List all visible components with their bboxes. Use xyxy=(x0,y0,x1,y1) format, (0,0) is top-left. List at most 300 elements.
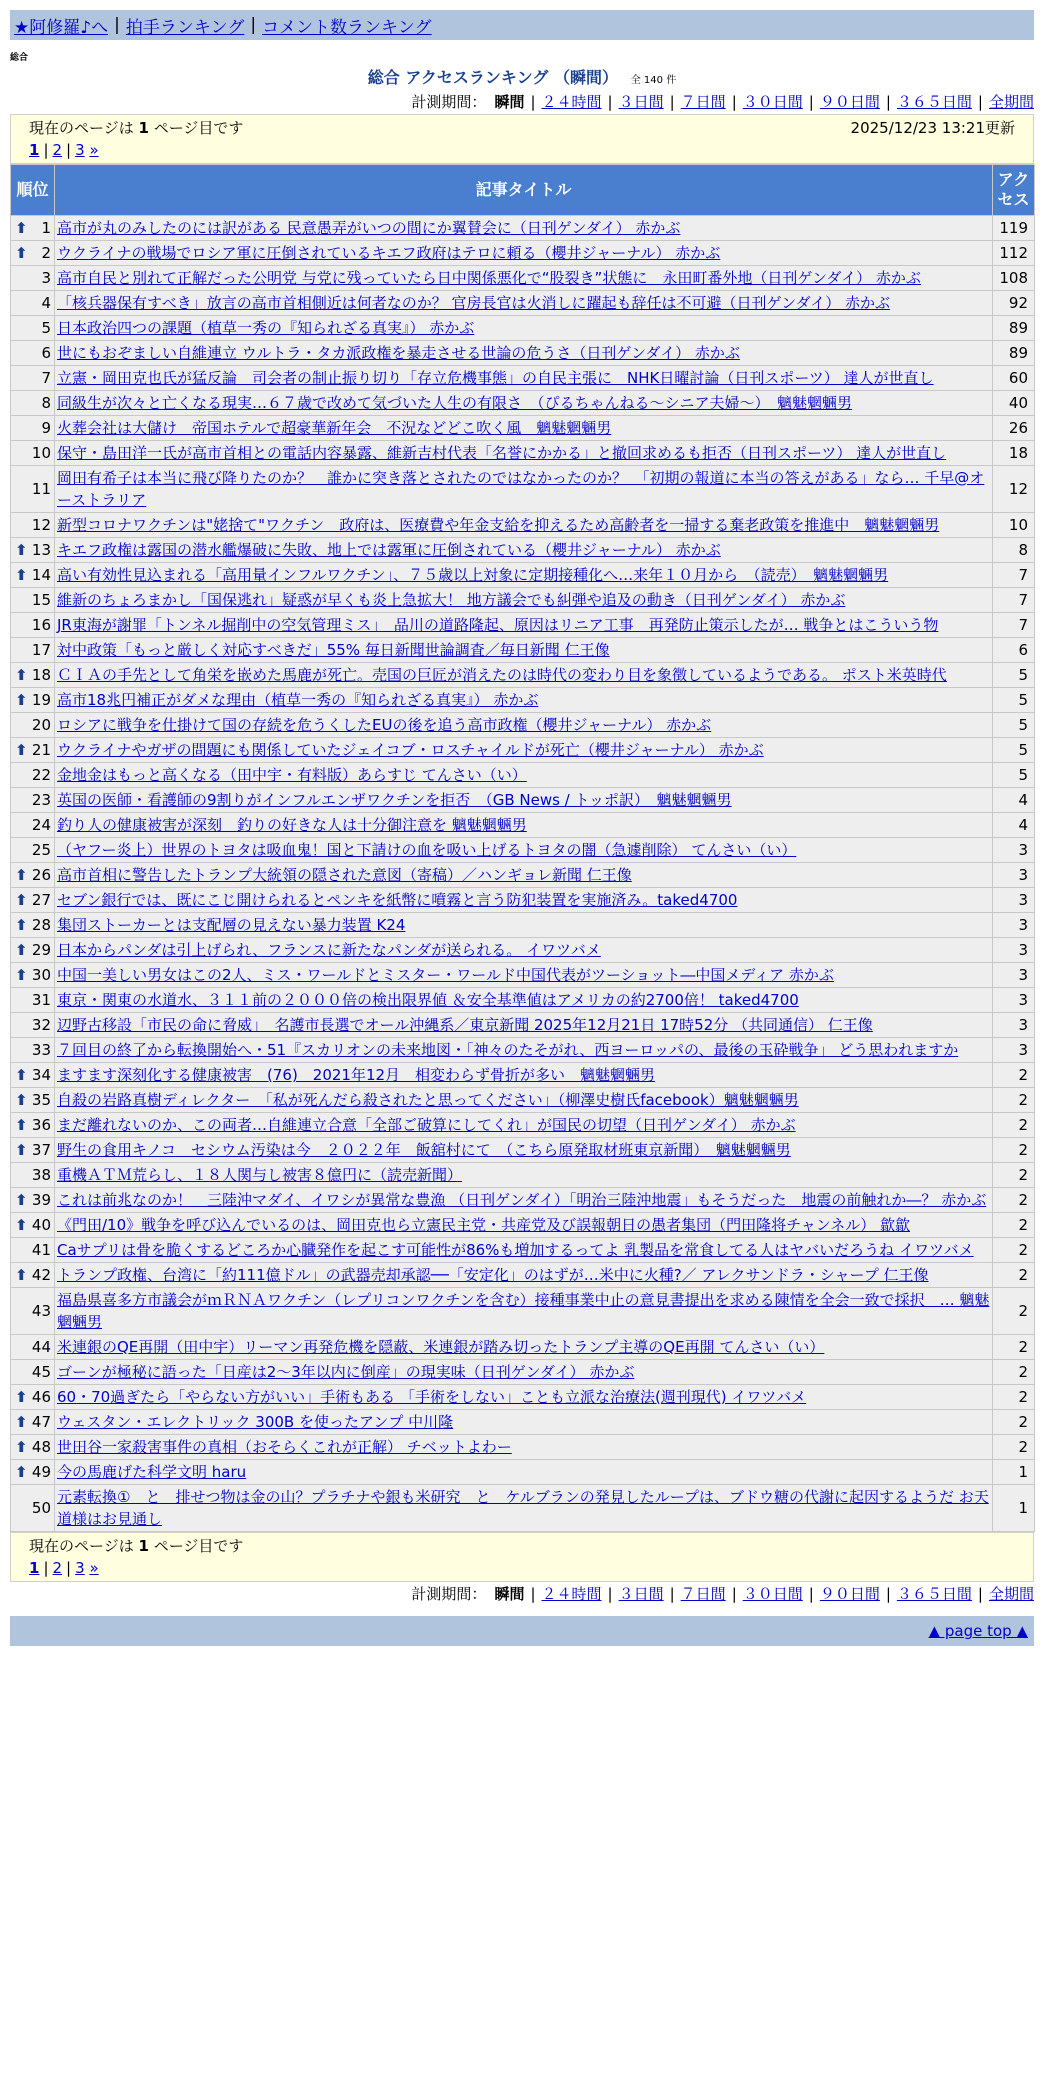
comment-ranking-link[interactable]: コメント数ランキング xyxy=(262,17,432,38)
article-link[interactable]: JR東海が謝罪「トンネル掘削中の空気管理ミス」 品川の道路隆起、原因はリニア工事 再発防止策示したが… 戦争とはこういう物 xyxy=(57,616,939,634)
nav-separator: | xyxy=(114,15,120,35)
rank-number: 42 xyxy=(31,1266,51,1284)
rank-number: 8 xyxy=(41,394,51,412)
table-row xyxy=(11,1238,1035,1263)
rank-cell xyxy=(11,1113,55,1138)
access-count: 2 xyxy=(993,1263,1035,1288)
rank-cell xyxy=(11,888,55,913)
access-count: 2 xyxy=(993,1088,1035,1113)
up-arrow-icon: ⬆ xyxy=(15,916,28,934)
access-count: 3 xyxy=(993,863,1035,888)
article-link[interactable]: 東京・関東の水道水、３１１前の２０００倍の検出限界値 ＆安全基準値はアメリカの約2700倍！ taked4700 xyxy=(57,991,799,1009)
up-arrow-icon: ⬆ xyxy=(15,1091,28,1109)
page xyxy=(10,10,1034,1646)
article-link[interactable]: 野生の食用キノコ セシウム汚染は今 ２０２２年 飯舘村にて （こちら原発取材班東京新聞） 魑魅魍魎男 xyxy=(57,1141,791,1159)
page-title: 総合 アクセスランキング （瞬間） xyxy=(367,68,618,87)
access-count: 2 xyxy=(993,1188,1035,1213)
category-tag: 総合 xyxy=(10,53,29,63)
article-link[interactable]: 火葬会社は大儲け 帝国ホテルで超豪華新年会 不況などどこ吹く風 魑魅魍魎男 xyxy=(57,419,612,437)
table-row xyxy=(11,241,1035,266)
rank-cell xyxy=(11,1335,55,1360)
title-cell xyxy=(55,466,993,513)
up-arrow-icon: ⬆ xyxy=(15,891,28,909)
rank-number: 43 xyxy=(31,1302,51,1320)
rank-cell xyxy=(11,466,55,513)
article-link[interactable]: 高市自民と別れて正解だった公明党 与党に残っていたら日中関係悪化で“股裂き”状態に 永田町番外地（日刊ゲンダイ） 赤かぶ xyxy=(57,269,921,287)
table-header-row xyxy=(11,165,1035,216)
period-option-link[interactable]: ２４時間 xyxy=(541,1585,602,1603)
period-option-link[interactable]: 全期間 xyxy=(988,93,1034,111)
rank-cell xyxy=(11,1238,55,1263)
table-row xyxy=(11,1063,1035,1088)
table-row xyxy=(11,1360,1035,1385)
period-option-link[interactable]: ３０日間 xyxy=(742,93,803,111)
period-separator: | xyxy=(808,1585,814,1603)
rank-number: 47 xyxy=(31,1413,51,1431)
table-row xyxy=(11,638,1035,663)
period-option-link[interactable]: ３６５日間 xyxy=(896,1585,972,1603)
access-count: 2 xyxy=(993,1213,1035,1238)
article-link[interactable]: 世田谷一家殺害事件の真相（おそらくこれが正解） チベットよわー xyxy=(57,1438,512,1456)
access-count: 10 xyxy=(993,513,1035,538)
table-row xyxy=(11,1288,1035,1335)
up-arrow-icon: ⬆ xyxy=(15,866,28,884)
rank-cell xyxy=(11,1385,55,1410)
article-link[interactable]: ウクライナの戦場でロシア軍に圧倒されているキエフ政府はテロに頼る（櫻井ジャーナル） 赤かぶ xyxy=(57,244,721,262)
rank-cell xyxy=(11,1063,55,1088)
rank-number: 3 xyxy=(41,269,51,287)
title-cell xyxy=(55,391,993,416)
title-cell xyxy=(55,1113,993,1138)
access-count: 3 xyxy=(993,913,1035,938)
rank-cell xyxy=(11,1360,55,1385)
rank-cell xyxy=(11,788,55,813)
table-row xyxy=(11,1410,1035,1435)
rank-number: 32 xyxy=(31,1016,51,1034)
rank-cell xyxy=(11,216,55,241)
article-link[interactable]: セブン銀行では、既にこじ開けられるとペンキを紙幣に噴霧と言う防犯装置を実施済み。taked4700 xyxy=(57,891,738,909)
title-cell xyxy=(55,1063,993,1088)
period-option-link[interactable]: ９０日間 xyxy=(819,93,880,111)
period-separator: | xyxy=(977,1585,983,1603)
up-arrow-icon: ⬆ xyxy=(15,1266,28,1284)
article-link[interactable]: 日本からパンダは引上げられ、フランスに新たなパンダが送られる。 イワツバメ xyxy=(57,941,601,959)
top-nav-bar xyxy=(10,10,1034,40)
article-link[interactable]: ウクライナやガザの問題にも関係していたジェイコブ・ロスチャイルドが死亡（櫻井ジャーナル） 赤かぶ xyxy=(57,741,764,759)
article-link[interactable]: 英国の医師・看護師の9割りがインフルエンザワクチンを拒否 （GB News / トッポ訳） 魑魅魍魎男 xyxy=(57,791,732,809)
article-link[interactable]: ７回目の終了から転換開始へ・51『スカリオンの未来地図・「神々のたそがれ、西ヨーロッパの、最後の玉砕戦争」 どう思われますか xyxy=(57,1041,959,1059)
rank-number: 29 xyxy=(31,941,51,959)
page-link[interactable]: 3 xyxy=(75,1559,85,1577)
table-row xyxy=(11,266,1035,291)
rank-cell xyxy=(11,638,55,663)
article-link[interactable]: キエフ政権は露国の潜水艦爆破に失敗、地上では露軍に圧倒されている（櫻井ジャーナル） 赤かぶ xyxy=(57,541,721,559)
period-separator: | xyxy=(808,93,814,111)
rank-number: 31 xyxy=(31,991,51,1009)
rank-cell xyxy=(11,1410,55,1435)
period-separator: | xyxy=(977,93,983,111)
up-arrow-icon: ⬆ xyxy=(15,1463,28,1481)
rank-number: 9 xyxy=(41,419,51,437)
rank-cell xyxy=(11,863,55,888)
table-row xyxy=(11,316,1035,341)
period-option-link[interactable]: ７日間 xyxy=(680,93,726,111)
table-row xyxy=(11,291,1035,316)
access-count: 40 xyxy=(993,391,1035,416)
period-separator: | xyxy=(885,1585,891,1603)
article-link[interactable]: 「核兵器保有すべき」放言の高市首相側近は何者なのか？ 官房長官は火消しに躍起も辞任は不可避（日刊ゲンダイ） 赤かぶ xyxy=(57,294,891,312)
article-link[interactable]: 高市18兆円補正がダメな理由（植草一秀の『知られざる真実』） 赤かぶ xyxy=(57,691,539,709)
access-count: 60 xyxy=(993,366,1035,391)
rank-number: 25 xyxy=(31,841,51,859)
rank-number: 33 xyxy=(31,1041,51,1059)
article-link[interactable]: 釣り人の健康被害が深刻 釣りの好きな人は十分御注意を 魑魅魍魎男 xyxy=(57,816,527,834)
title-cell xyxy=(55,416,993,441)
access-count: 2 xyxy=(993,1435,1035,1460)
title-cell xyxy=(55,763,993,788)
rank-number: 15 xyxy=(31,591,51,609)
title-cell xyxy=(55,1238,993,1263)
rank-number: 23 xyxy=(31,791,51,809)
table-row xyxy=(11,713,1035,738)
article-link[interactable]: 世にもおぞましい自維連立 ウルトラ・タカ派政権を暴走させる世論の危うさ（日刊ゲンダイ） 赤かぶ xyxy=(57,344,740,362)
article-link[interactable]: 同級生が次々と亡くなる現実…６７歳で改めて気づいた人生の有限さ （ぴるちゃんねる～シニア夫婦～） 魑魅魍魎男 xyxy=(57,394,853,412)
title-cell xyxy=(55,788,993,813)
period-option-link[interactable]: ３６５日間 xyxy=(896,93,972,111)
table-row xyxy=(11,1163,1035,1188)
rank-cell xyxy=(11,1213,55,1238)
period-option-link[interactable]: ３日間 xyxy=(618,1585,664,1603)
table-row xyxy=(11,341,1035,366)
article-link[interactable]: 日本政治四つの課題（植草一秀の『知られざる真実』） 赤かぶ xyxy=(57,319,475,337)
title-cell xyxy=(55,613,993,638)
total-count: 全 140 件 xyxy=(630,75,677,86)
rank-number: 30 xyxy=(31,966,51,984)
article-link[interactable]: まだ離れないのか、この両者…自維連立合意「全部ご破算にしてくれ」が国民の切望（日刊ゲンダイ） 赤かぶ xyxy=(57,1116,796,1134)
article-link[interactable]: ウェスタン・エレクトリック 300B を使ったアンプ 中川隆 xyxy=(57,1413,454,1431)
period-separator: | xyxy=(885,93,891,111)
title-cell xyxy=(55,638,993,663)
article-link[interactable]: 中国一美しい男女はこの2人、ミス・ワールドとミスター・ワールド中国代表がツーショット―中国メディア 赤かぶ xyxy=(57,966,834,984)
page-separator: | xyxy=(66,141,72,159)
title-cell xyxy=(55,863,993,888)
up-arrow-icon: ⬆ xyxy=(15,1216,28,1234)
title-cell xyxy=(55,1038,993,1063)
article-link[interactable]: 今の馬鹿げた科学文明 haru xyxy=(57,1463,247,1481)
article-link[interactable]: ますます深刻化する健康被害 (76) 2021年12月 相変わらず骨折が多い 魑魅魍魎男 xyxy=(57,1066,656,1084)
pagination xyxy=(29,139,1015,161)
article-link[interactable]: 高い有効性見込まれる「高用量インフルワクチン」、７５歳以上対象に定期接種化へ…来年１０月から （読売） 魑魅魍魎男 xyxy=(57,566,889,584)
rank-number: 39 xyxy=(31,1191,51,1209)
rank-number: 2 xyxy=(41,244,51,262)
up-arrow-icon: ⬆ xyxy=(15,666,28,684)
table-row xyxy=(11,863,1035,888)
table-row xyxy=(11,1335,1035,1360)
ranking-table-body xyxy=(11,216,1035,1532)
up-arrow-icon: ⬆ xyxy=(15,941,28,959)
title-cell xyxy=(55,813,993,838)
rank-cell xyxy=(11,663,55,688)
page-top-link[interactable]: ▲ page top ▲ xyxy=(928,1622,1028,1640)
ranking-table xyxy=(10,164,1035,1532)
article-link[interactable]: 福島県喜多方市議会がｍＲＮＡワクチン（レプリコンワクチンを含む）接種事業中止の意見書提出を求める陳情を全会一致で採択 … 魑魅魍魎男 xyxy=(57,1291,990,1331)
rank-cell xyxy=(11,963,55,988)
page-link-current[interactable]: 1 xyxy=(29,141,40,159)
article-link[interactable]: 米連銀のQE再開（田中宇）リーマン再発危機を隠蔽、米連銀が踏み切ったトランプ主導のQE再開 てんさい（い） xyxy=(57,1338,825,1356)
title-cell xyxy=(55,938,993,963)
up-arrow-icon: ⬆ xyxy=(15,741,28,759)
access-count: 92 xyxy=(993,291,1035,316)
up-arrow-icon: ⬆ xyxy=(15,1388,28,1406)
page-link-current[interactable]: 1 xyxy=(29,1559,40,1577)
article-link[interactable]: Caサプリは骨を脆くするどころか心臓発作を起こす可能性が86%も増加するってよ 乳製品を常食してる人はヤバいだろうね イワツバメ xyxy=(57,1241,974,1259)
page-link[interactable]: 2 xyxy=(52,141,63,159)
title-cell xyxy=(55,241,993,266)
table-row xyxy=(11,1013,1035,1038)
rank-number: 19 xyxy=(31,691,51,709)
period-separator: | xyxy=(607,1585,613,1603)
title-cell xyxy=(55,538,993,563)
table-row xyxy=(11,1385,1035,1410)
access-count: 119 xyxy=(993,216,1035,241)
rank-cell xyxy=(11,341,55,366)
article-link[interactable]: 対中政策「もっと厳しく対応すべきだ」55% 毎日新聞世論調査／毎日新聞 仁王像 xyxy=(57,641,610,659)
period-separator: | xyxy=(669,1585,675,1603)
rank-cell xyxy=(11,763,55,788)
period-option-link[interactable]: ３日間 xyxy=(618,93,664,111)
rank-cell xyxy=(11,266,55,291)
rank-number: 1 xyxy=(41,219,51,237)
rank-number: 5 xyxy=(41,319,51,337)
rank-number: 37 xyxy=(31,1141,51,1159)
title-cell xyxy=(55,588,993,613)
current-page-text: 現在のページは 1 ページ目です xyxy=(29,1537,244,1555)
rank-cell xyxy=(11,416,55,441)
rank-cell xyxy=(11,938,55,963)
access-count: 4 xyxy=(993,813,1035,838)
access-count: 18 xyxy=(993,441,1035,466)
title-cell xyxy=(55,688,993,713)
access-count: 3 xyxy=(993,838,1035,863)
rank-cell xyxy=(11,588,55,613)
title-cell xyxy=(55,366,993,391)
up-arrow-icon: ⬆ xyxy=(15,1066,28,1084)
rank-cell xyxy=(11,563,55,588)
rank-cell xyxy=(11,738,55,763)
article-link[interactable]: ゴーンが極秘に語った「日産は2～3年以内に倒産」の現実味（日刊ゲンダイ） 赤かぶ xyxy=(57,1363,635,1381)
title-cell xyxy=(55,441,993,466)
table-row xyxy=(11,688,1035,713)
article-link[interactable]: 高市が丸のみしたのには訳がある 民意愚弄がいつの間にか翼賛会に（日刊ゲンダイ） 赤かぶ xyxy=(57,219,681,237)
title-cell xyxy=(55,1360,993,1385)
rank-cell xyxy=(11,813,55,838)
rank-number: 50 xyxy=(31,1499,51,1517)
page-link[interactable]: » xyxy=(89,1559,99,1577)
rank-number: 49 xyxy=(31,1463,51,1481)
rank-cell xyxy=(11,1435,55,1460)
clap-ranking-link[interactable]: 拍手ランキング xyxy=(125,17,245,38)
title-cell xyxy=(55,1213,993,1238)
article-link[interactable]: 重機ＡＴＭ荒らし、１８人関与し被害８億円に（読売新聞） xyxy=(57,1166,463,1184)
article-link[interactable]: 元素転換① と 排せつ物は金の山？プラチナや銀も米研究 と ケルブランの発見したループは、ブドウ糖の代謝に起因するようだ お天道様はお見通し xyxy=(57,1488,989,1528)
page-separator: | xyxy=(43,141,49,159)
table-row xyxy=(11,663,1035,688)
table-row xyxy=(11,838,1035,863)
period-label: 計測期間： xyxy=(411,1585,487,1603)
table-row xyxy=(11,513,1035,538)
rank-cell xyxy=(11,913,55,938)
page-info-box xyxy=(10,114,1034,164)
table-row xyxy=(11,216,1035,241)
page-separator: | xyxy=(43,1559,49,1577)
period-option-link[interactable]: 全期間 xyxy=(988,1585,1034,1603)
article-link[interactable]: トランプ政権、台湾に「約111億ドル」の武器売却承認──「安定化」のはずが…米中に火種?／ アレクサンドラ・シャープ 仁王像 xyxy=(57,1266,929,1284)
rank-number: 38 xyxy=(31,1166,51,1184)
title-cell xyxy=(55,888,993,913)
period-option-link[interactable]: ２４時間 xyxy=(541,93,602,111)
rank-cell xyxy=(11,241,55,266)
table-row xyxy=(11,466,1035,513)
article-link[interactable]: 維新のちょろまかし「国保逃れ」疑惑が早くも炎上急拡大！ 地方議会でも糾弾や追及の動き（日刊ゲンダイ） 赤かぶ xyxy=(57,591,846,609)
access-count: 5 xyxy=(993,688,1035,713)
current-page-number: 1 xyxy=(138,1537,149,1555)
rank-number: 27 xyxy=(31,891,51,909)
access-count: 2 xyxy=(993,1385,1035,1410)
period-option-link[interactable]: ３０日間 xyxy=(742,1585,803,1603)
up-arrow-icon: ⬆ xyxy=(15,1438,28,1456)
article-link[interactable]: 辺野古移設「市民の命に脅威」 名護市長選でオール沖縄系／東京新聞 2025年12月21日 17時52分 （共同通信） 仁王像 xyxy=(57,1016,873,1034)
rank-number: 11 xyxy=(31,480,51,498)
access-count: 2 xyxy=(993,1335,1035,1360)
rank-cell xyxy=(11,613,55,638)
article-link[interactable]: 高市首相に警告したトランプ大統領の隠された意図（寄稿）／ハンギョレ新聞 仁王像 xyxy=(57,866,632,884)
rank-number: 7 xyxy=(41,369,51,387)
rank-number: 34 xyxy=(31,1066,51,1084)
access-count: 2 xyxy=(993,1063,1035,1088)
table-row xyxy=(11,738,1035,763)
bottom-bar xyxy=(10,1616,1034,1646)
access-count: 6 xyxy=(993,638,1035,663)
article-link[interactable]: ロシアに戦争を仕掛けて国の存続を危うくしたEUの後を追う高市政権（櫻井ジャーナル） 赤かぶ xyxy=(57,716,712,734)
table-row xyxy=(11,1038,1035,1063)
table-row xyxy=(11,1188,1035,1213)
nav-separator: | xyxy=(250,15,257,35)
up-arrow-icon: ⬆ xyxy=(15,566,28,584)
page-link[interactable]: » xyxy=(89,141,99,159)
article-link[interactable]: 自殺の岩路真樹ディレクター 「私が死んだら殺されたと思ってください」（柳澤史樹氏facebook）魑魅魍魎男 xyxy=(57,1091,799,1109)
rank-cell xyxy=(11,1038,55,1063)
rank-cell xyxy=(11,838,55,863)
up-arrow-icon: ⬆ xyxy=(15,1116,28,1134)
page-separator: | xyxy=(66,1559,72,1577)
title-cell xyxy=(55,291,993,316)
period-separator: | xyxy=(530,1585,536,1603)
current-page-text: 現在のページは 1 ページ目です xyxy=(29,119,244,137)
article-link[interactable]: ＣＩＡの手先として角栄を嵌めた馬鹿が死亡。売国の巨匠が消えたのは時代の変わり目を象徴しているようである。 ポスト米英時代 xyxy=(57,666,947,684)
article-link[interactable]: （ヤフー炎上）世界のトヨタは吸血鬼！国と下請けの血を吸い上げるトヨタの闇（急遽削除） てんさい（い） xyxy=(57,841,797,859)
rank-cell xyxy=(11,1013,55,1038)
access-count: 7 xyxy=(993,563,1035,588)
rank-cell xyxy=(11,391,55,416)
article-link[interactable]: これは前兆なのか！ 三陸沖マダイ、イワシが異常な豊漁 （日刊ゲンダイ）「明治三陸沖地震」もそうだった 地震の前触れか―？ 赤かぶ xyxy=(57,1191,987,1209)
period-current: 瞬間 xyxy=(494,93,525,111)
rank-cell xyxy=(11,513,55,538)
rank-number: 22 xyxy=(31,766,51,784)
rank-number: 41 xyxy=(31,1241,51,1259)
access-count: 3 xyxy=(993,1013,1035,1038)
rank-number: 24 xyxy=(31,816,51,834)
article-link[interactable]: 保守・島田洋一氏が高市首相との電話内容暴露、維新吉村代表「名誉にかかる」と撤回求めるも拒否（日刊スポーツ） 達人が世直し xyxy=(57,444,947,462)
title-cell xyxy=(55,738,993,763)
table-row xyxy=(11,366,1035,391)
title-cell xyxy=(55,663,993,688)
access-count: 5 xyxy=(993,763,1035,788)
table-row xyxy=(11,416,1035,441)
rank-number: 26 xyxy=(31,866,51,884)
rank-number: 20 xyxy=(31,716,51,734)
period-separator: | xyxy=(669,93,675,111)
title-cell xyxy=(55,1410,993,1435)
article-link[interactable]: 岡田有希子は本当に飛び降りたのか？ 誰かに突き落とされたのではなかったのか？ 「初期の報道に本当の答えがある」なら… 千早@オーストラリア xyxy=(57,469,985,509)
page-link[interactable]: 2 xyxy=(52,1559,63,1577)
table-row xyxy=(11,1485,1035,1532)
access-count: 2 xyxy=(993,1238,1035,1263)
table-row xyxy=(11,763,1035,788)
current-page-number: 1 xyxy=(138,119,149,137)
article-link[interactable]: 新型コロナワクチンは"姥捨て"ワクチン 政府は、医療費や年金支給を抑えるため高齢者を一掃する棄老政策を推進中 魑魅魍魎男 xyxy=(57,516,940,534)
title-cell xyxy=(55,963,993,988)
access-count: 2 xyxy=(993,1113,1035,1138)
table-row xyxy=(11,441,1035,466)
period-separator: | xyxy=(607,93,613,111)
access-count: 108 xyxy=(993,266,1035,291)
rank-number: 17 xyxy=(31,641,51,659)
rank-cell xyxy=(11,538,55,563)
table-row xyxy=(11,888,1035,913)
article-link[interactable]: 《門田/10》戦争を呼び込んでいるのは、岡田克也ら立憲民主党・共産党及び誤報朝日の愚者集団（門田隆将チャンネル） 歙歙 xyxy=(57,1216,911,1234)
home-link[interactable]: ★阿修羅♪へ xyxy=(14,17,109,38)
title-cell xyxy=(55,341,993,366)
article-link[interactable]: 立憲・岡田克也氏が猛反論 司会者の制止振り切り「存立危機事態」の自民主張に NHK日曜討論（日刊スポーツ） 達人が世直し xyxy=(57,369,934,387)
access-count: 1 xyxy=(993,1485,1035,1532)
period-current: 瞬間 xyxy=(494,1585,525,1603)
access-count: 3 xyxy=(993,938,1035,963)
rank-cell xyxy=(11,1460,55,1485)
column-header-rank: 順位 xyxy=(11,165,55,216)
up-arrow-icon: ⬆ xyxy=(15,1141,28,1159)
period-option-link[interactable]: ７日間 xyxy=(680,1585,726,1603)
period-selector xyxy=(10,90,1034,114)
table-row xyxy=(11,913,1035,938)
access-count: 4 xyxy=(993,788,1035,813)
access-count: 3 xyxy=(993,888,1035,913)
period-option-link[interactable]: ９０日間 xyxy=(819,1585,880,1603)
rank-number: 48 xyxy=(31,1438,51,1456)
rank-cell xyxy=(11,988,55,1013)
title-cell xyxy=(55,1435,993,1460)
page-link[interactable]: 3 xyxy=(75,141,85,159)
rank-cell xyxy=(11,1163,55,1188)
access-count: 3 xyxy=(993,963,1035,988)
title-cell xyxy=(55,1385,993,1410)
article-link[interactable]: 60・70過ぎたら「やらない方がいい」手術もある 「手術をしない」ことも立派な治療法(週刊現代) イワツバメ xyxy=(57,1388,807,1406)
title-cell xyxy=(55,216,993,241)
article-link[interactable]: 集団ストーカーとは支配層の見えない暴力装置 K24 xyxy=(57,916,406,934)
article-link[interactable]: 金地金はもっと高くなる（田中宇・有料版）あらすじ てんさい（い） xyxy=(57,766,527,784)
title-cell xyxy=(55,838,993,863)
title-cell xyxy=(55,563,993,588)
up-arrow-icon: ⬆ xyxy=(15,541,28,559)
